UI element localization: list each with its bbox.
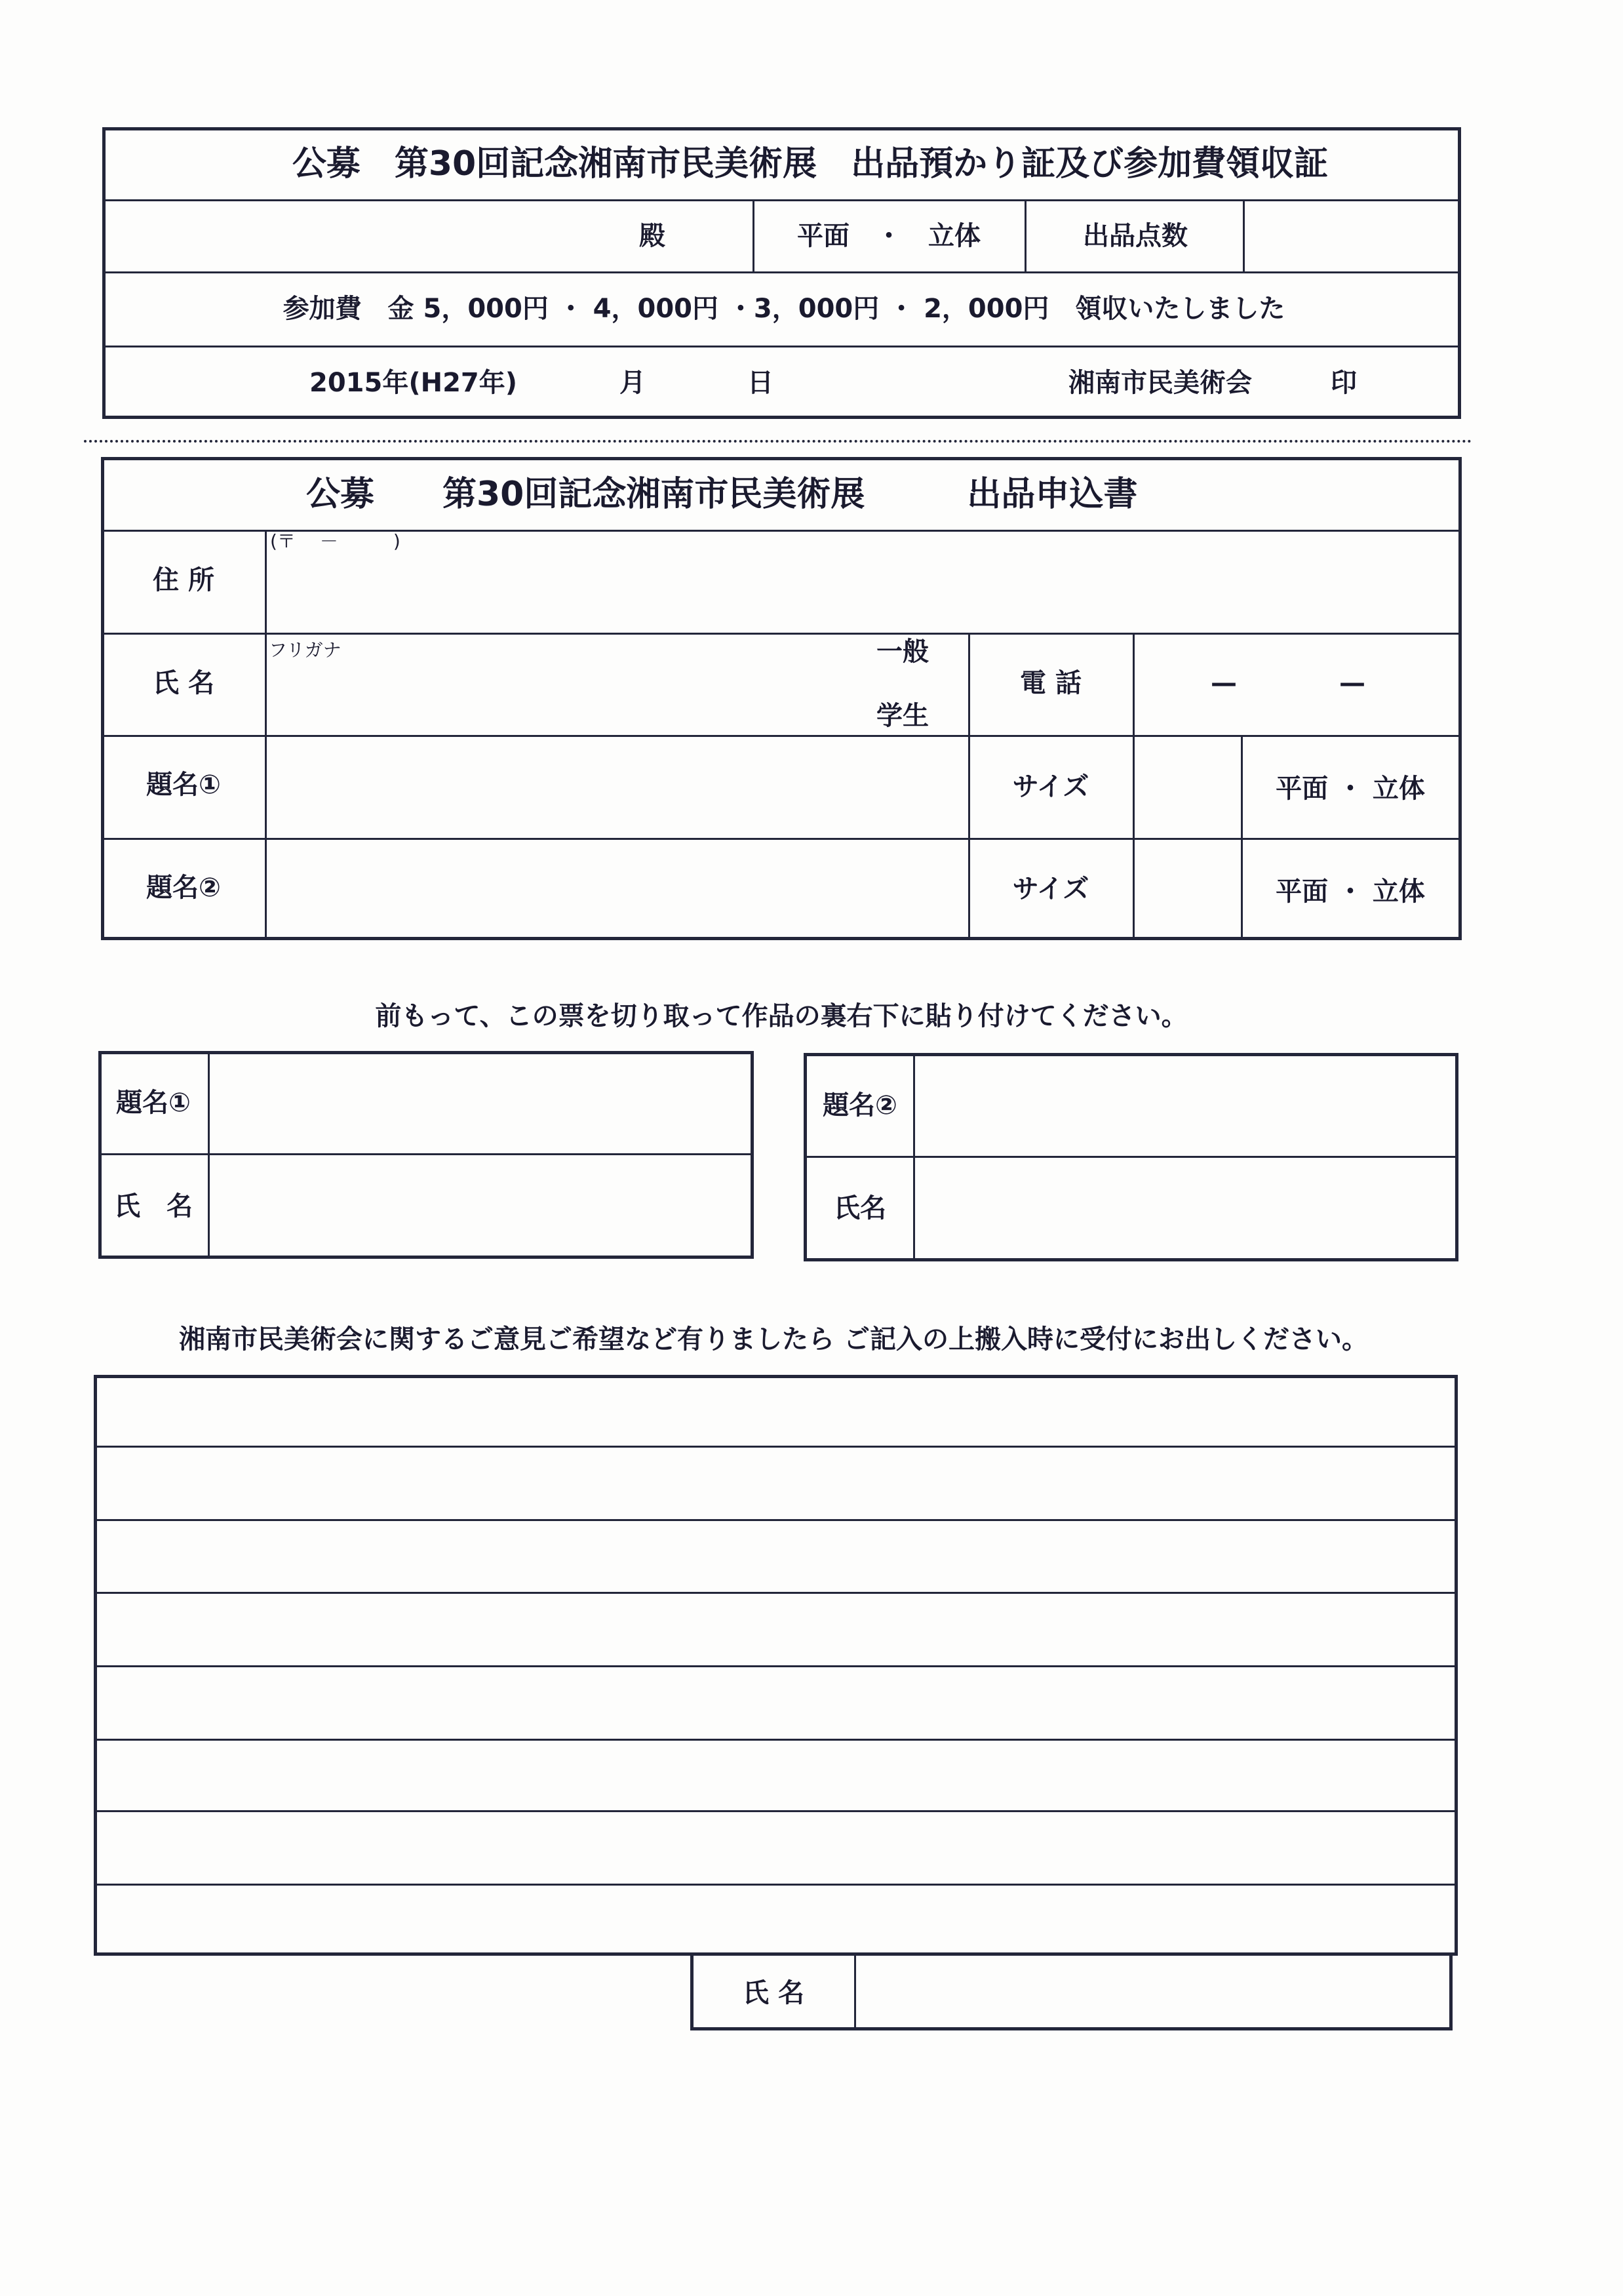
work-1-size-field[interactable]	[1136, 738, 1238, 835]
work-2-size-field[interactable]	[1136, 841, 1238, 936]
divider	[102, 838, 1460, 840]
receipt-day-label: 日	[747, 368, 773, 398]
divider	[104, 199, 1459, 201]
tag-2-name-label: 氏名	[834, 1193, 886, 1223]
application-title: 公募 第30回記念湘南市民美術展 出品申込書	[306, 475, 1138, 514]
divider	[100, 1153, 753, 1155]
divider	[1241, 735, 1243, 939]
name-label: 氏 名	[153, 668, 214, 698]
address-field[interactable]	[269, 557, 1455, 629]
tag-2-name-field[interactable]	[916, 1159, 1455, 1257]
work-1-title-label: 題名①	[146, 770, 221, 800]
divider	[1243, 199, 1245, 271]
phone-label: 電 話	[1020, 668, 1082, 698]
receipt-month-label: 月	[619, 368, 646, 398]
postal-mark: (〒 － )	[270, 530, 401, 552]
tag-2-title-label: 題名②	[823, 1090, 897, 1120]
addressee-suffix: 殿	[639, 221, 665, 251]
tag-1-name-field[interactable]	[211, 1157, 750, 1255]
divider	[968, 633, 970, 939]
category-general[interactable]: 一般	[876, 637, 929, 667]
seal-label: 印	[1331, 368, 1357, 398]
feedback-name-field[interactable]	[857, 1954, 1449, 2027]
work-2-title-label: 題名②	[146, 873, 221, 903]
entry-count-label: 出品点数	[1083, 221, 1188, 251]
recipient-name-field[interactable]	[108, 203, 633, 269]
work-2-size-label: サイズ	[1012, 874, 1089, 904]
applicant-name-field[interactable]	[269, 662, 859, 731]
divider	[265, 530, 267, 939]
feedback-textarea[interactable]	[98, 1379, 1453, 1951]
feedback-instruction: 湘南市民美術会に関するご意見ご希望など有りましたら ご記入の上搬入時に受付にお出しください。	[179, 1324, 1368, 1355]
tag-1-name-label: 氏 名	[114, 1191, 193, 1221]
issuer-name: 湘南市民美術会	[1068, 368, 1252, 398]
receipt-type-options[interactable]: 平面 ・ 立体	[797, 221, 981, 251]
furigana-label: フリガナ	[269, 639, 342, 661]
entry-count-field[interactable]	[1245, 203, 1455, 269]
work-1-size-label: サイズ	[1012, 772, 1089, 802]
work-1-type-options[interactable]: 平面 ・ 立体	[1276, 774, 1425, 804]
feedback-name-label: 氏 名	[743, 1978, 804, 2008]
divider	[753, 199, 754, 271]
category-student[interactable]: 学生	[876, 701, 929, 731]
fee-line: 参加費 金 5，000円 ・ 4，000円 ・3，000円 ・ 2，000円 領収いたしました	[283, 294, 1285, 324]
address-label: 住 所	[153, 565, 214, 595]
divider	[1133, 633, 1135, 939]
divider	[208, 1052, 210, 1257]
receipt-year: 2015年(H27年)	[309, 368, 518, 398]
divider	[854, 1952, 856, 2029]
divider	[102, 735, 1460, 737]
divider	[104, 271, 1459, 273]
divider	[104, 346, 1459, 347]
divider	[805, 1156, 1457, 1158]
tag-2-title-field[interactable]	[916, 1056, 1455, 1153]
work-1-title-field[interactable]	[269, 738, 965, 835]
tag-instruction: 前もって、この票を切り取って作品の裏右下に貼り付けてください。	[375, 1001, 1188, 1031]
phone-field[interactable]	[1137, 636, 1458, 731]
divider	[102, 633, 1460, 635]
tag-1-title-field[interactable]	[211, 1054, 750, 1151]
phone-separator: —	[1339, 668, 1365, 698]
work-2-type-options[interactable]: 平面 ・ 立体	[1276, 877, 1425, 907]
receipt-title: 公募 第30回記念湘南市民美術展 出品預かり証及び参加費領収証	[292, 144, 1329, 184]
work-2-title-field[interactable]	[269, 841, 965, 936]
tag-1-title-label: 題名①	[116, 1088, 191, 1118]
phone-separator: —	[1211, 668, 1237, 698]
cut-line	[84, 440, 1472, 443]
divider	[1025, 199, 1027, 271]
divider	[913, 1054, 915, 1260]
